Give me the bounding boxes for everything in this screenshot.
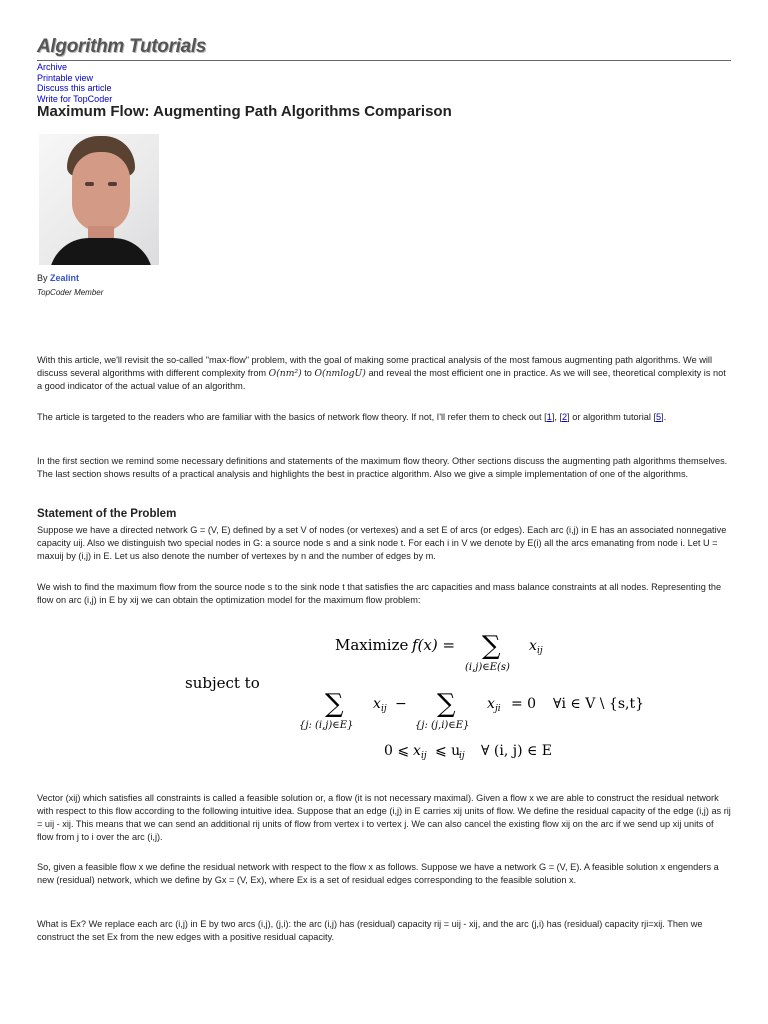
intro-paragraph-2: The article is targeted to the readers who are familiar with the basics of network flow theory. If not, I'll refer them to check out [1], [2] or algorithm tutorial [5]. — [37, 412, 667, 422]
reference-5-link[interactable]: 5 — [656, 412, 662, 422]
intro-paragraph-3: In the first section we remind some necessary definitions and statements of the maximum flow theory. Other sections discuss the augmenting path algorithms themselves. The last section shows results of a practical analysis and highlights the best in practice algorithm. Also we give a simple implementation of one of the algorithms. — [37, 456, 728, 479]
article-nav — [37, 62, 112, 104]
formula-x-2: x — [373, 696, 381, 712]
intro-paragraph-1: With this article, we'll revisit the so-called "max-flow" problem, with the goal of making some practical analysis of the most famous augmenting path algorithms. We will discuss several algorithms with different complexity from O(nm²) to O(nmlogU) and reveal the most efficient one in practice. As we will see, theoretical complexity is not a good indicator of the actual value of an algorithm. — [37, 355, 726, 391]
nav-write-link[interactable]: Write for TopCoder — [37, 93, 113, 104]
formula-x-4-sub: ij — [421, 751, 427, 761]
formula-u-sub: ij — [459, 751, 465, 761]
formula-forall-1: ∀i ∈ V \ {s,t} — [553, 696, 644, 712]
formula-sum-3: ∑ — [437, 689, 456, 719]
formula-minus: − — [395, 696, 407, 712]
formula-x-3-sub: ji — [495, 704, 501, 714]
formula-sum-index-3: {j: (j,i)∈E} — [415, 720, 470, 731]
formula-bounds-left: 0 ⩽ — [384, 743, 410, 759]
section-heading: Statement of the Problem — [37, 508, 177, 520]
author-link[interactable]: Zealint — [50, 273, 80, 283]
formula-maximize: Maximize — [335, 636, 409, 654]
problem-paragraph-2: We wish to find the maximum flow from the source node s to the sink node t that satisfies the arc capacities and mass balance constraints at all nodes. Representing the flow on arc (i,j) in E by xij we can obtain the optimization model for the maximum flow problem: — [37, 582, 722, 605]
formula-svg — [137, 620, 697, 770]
formula-x-2-sub: ij — [381, 704, 387, 714]
formula-objective: f(x) = — [412, 636, 456, 654]
formula-x-1-sub: ij — [537, 646, 543, 656]
formula-equals-zero: = 0 — [511, 696, 537, 712]
site-logo[interactable]: Algorithm Tutorials — [37, 36, 207, 57]
problem-paragraph-1: Suppose we have a directed network G = (V, E) defined by a set V of nodes (or vertexes) and a set E of arcs (or edges). Each arc (i,j) in E has an associated nonnegative capacity uij. Also we distinguish two special nodes in G: a source node s and a sink node t. For each i in V we denote by E(i) all the arcs emanating from node i. Let U = maxuij by (i,j) in E. Let us also denote the number of vertexes by n and the number of edges by m. — [37, 525, 727, 561]
formula-x-4: x — [413, 743, 421, 759]
nav-printable-link[interactable]: Printable view — [37, 72, 94, 83]
nav-discuss-link[interactable]: Discuss this article — [37, 83, 112, 93]
formula-sum-index-1: (i,j)∈E(s) — [465, 662, 510, 673]
formula-x-1: x — [529, 638, 537, 654]
feasible-solution-paragraph: Vector (xij) which satisfies all constraints is called a feasible solution or, a flow (it is not necessary maximal). Given a flow x we are able to construct the residual network with respect to this flow according to the following intuitive idea. Suppose that an edge (i,j) in E carries xij units of flow. We define the residual capacity of the edge (i,j) as rij = uij - xij. This means that we can send an additional rij units of flow from vertex i to vertex j. We can also cancel the existing flow xij on the arc if we send up xij units of flow from j to i over the arc (i,j). — [37, 793, 731, 842]
formula-x-3: x — [487, 696, 495, 712]
formula-bounds-mid: ⩽ u — [435, 743, 461, 759]
optimization-model-formula — [137, 620, 697, 770]
residual-network-paragraph: So, given a feasible flow x we define the residual network with respect to the flow x as follows. Suppose we have a network G = (V, E). A feasible solution x engenders a new (residual) network, which we define by Gx = (V, Ex), where Ex is a set of residual edges corresponding to the feasible solution x. — [37, 862, 719, 885]
nav-archive-link[interactable]: Archive — [37, 62, 68, 72]
reference-2-link[interactable]: 2 — [562, 412, 568, 422]
byline — [37, 273, 79, 283]
formula-subject-to: subject to — [185, 674, 260, 692]
article-title: Maximum Flow: Augmenting Path Algorithms Comparison — [37, 103, 452, 120]
formula-sum-2: ∑ — [325, 689, 344, 719]
byline-label: By — [37, 273, 51, 283]
formula-sum-index-2: {j: (i,j)∈E} — [299, 720, 354, 731]
reference-1-link[interactable]: 1 — [546, 412, 552, 422]
author-role: TopCoder Member — [37, 288, 104, 297]
author-photo — [39, 134, 159, 265]
header-divider — [37, 60, 731, 61]
residual-edges-paragraph: What is Ex? We replace each arc (i,j) in E by two arcs (i,j), (j,i): the arc (i,j) has (residual) capacity rij = uij - xij, and the arc (j,i) has (residual) capacity rji=xij. Then we construct the set Ex from the new edges with a positive residual capacity. — [37, 919, 703, 942]
formula-sum-1: ∑ — [482, 631, 501, 661]
formula-forall-2: ∀ (i, j) ∈ E — [481, 743, 553, 759]
